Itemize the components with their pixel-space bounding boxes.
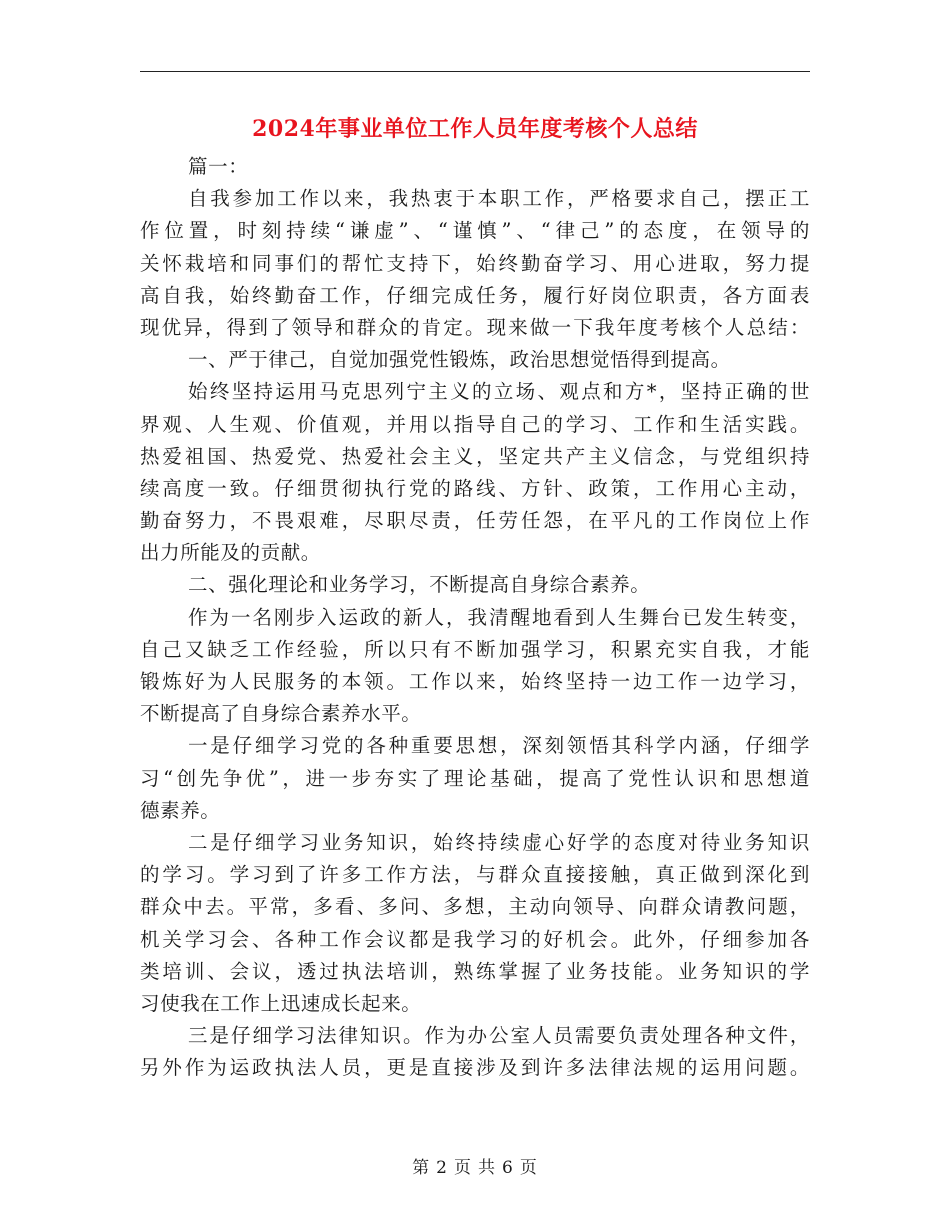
current-page-number: 2 xyxy=(436,1158,448,1178)
paragraph-line: 机关学习会、各种工作会议都是我学习的好机会。此外，仔细参加各 xyxy=(140,927,810,951)
paragraph-line: 续高度一致。仔细贯彻执行党的路线、方针、政策，工作用心主动， xyxy=(140,476,810,500)
total-page-count: 6 xyxy=(502,1158,514,1178)
paragraph-line: 始终坚持运用马克思列宁主义的立场、观点和方*，坚持正确的世 xyxy=(188,380,810,404)
paragraph-line: 自我参加工作以来，我热衷于本职工作，严格要求自己，摆正工 xyxy=(188,187,810,211)
paragraph-line: 热爱祖国、热爱党、热爱社会主义，坚定共产主义信念，与党组织持 xyxy=(140,444,810,468)
footer-total-word: 共 xyxy=(478,1158,496,1178)
footer-suffix: 页 xyxy=(519,1158,538,1178)
paragraph-line: 习使我在工作上迅速成长起来。 xyxy=(140,991,422,1015)
footer-page-word: 页 xyxy=(454,1158,472,1178)
section-label: 篇一： xyxy=(188,155,249,178)
paragraph-line: 二是仔细学习业务知识，始终持续虚心好学的态度对待业务知识 xyxy=(188,830,810,854)
document-body xyxy=(140,151,810,1084)
paragraph-line: 高自我，始终勤奋工作，仔细完成任务，履行好岗位职责，各方面表 xyxy=(140,283,810,307)
header-rule xyxy=(140,71,810,72)
section-heading: 二、强化理论和业务学习，不断提高自身综合素养。 xyxy=(188,573,651,597)
paragraph-line: 一是仔细学习党的各种重要思想，深刻领悟其科学内涵，仔细学 xyxy=(188,734,810,758)
paragraph-line: 习“创先争优”，进一步夯实了理论基础，提高了党性认识和思想道 xyxy=(140,766,810,790)
footer-prefix: 第 xyxy=(412,1158,431,1178)
paragraph-line: 另外作为运政执法人员，更是直接涉及到许多法律法规的运用问题。 xyxy=(140,1056,810,1080)
paragraph-line: 的学习。学习到了许多工作方法，与群众直接接触，真正做到深化到 xyxy=(140,863,810,887)
section-heading: 一、严于律己，自觉加强党性锻炼，政治思想觉悟得到提高。 xyxy=(188,348,731,372)
paragraph-line: 出力所能及的贡献。 xyxy=(140,541,321,565)
paragraph-line: 界观、人生观、价值观，并用以指导自己的学习、工作和生活实践。 xyxy=(140,412,810,436)
paragraph-line: 作为一名刚步入运政的新人，我清醒地看到人生舞台已发生转变， xyxy=(188,605,810,629)
paragraph-line: 自己又缺乏工作经验，所以只有不断加强学习，积累充实自我，才能 xyxy=(140,637,810,661)
paragraph-line: 德素养。 xyxy=(140,798,221,822)
paragraph-line: 三是仔细学习法律知识。作为办公室人员需要负责处理各种文件， xyxy=(188,1024,810,1048)
paragraph-line: 类培训、会议，透过执法培训，熟练掌握了业务技能。业务知识的学 xyxy=(140,959,810,983)
paragraph-line: 群众中去。平常，多看、多问、多想，主动向领导、向群众请教问题， xyxy=(140,895,810,919)
paragraph-line: 不断提高了自身综合素养水平。 xyxy=(140,702,422,726)
page-number-footer xyxy=(0,1153,950,1178)
document-title: 2024年事业单位工作人员年度考核个人总结 xyxy=(252,116,698,142)
paragraph-line: 关怀栽培和同事们的帮忙支持下，始终勤奋学习、用心进取，努力提 xyxy=(140,251,810,275)
paragraph-line: 作位置，时刻持续“谦虚”、“谨慎”、“律己”的态度，在领导的 xyxy=(140,219,810,243)
paragraph-line: 现优异，得到了领导和群众的肯定。现来做一下我年度考核个人总结： xyxy=(140,315,810,339)
paragraph-line: 锻炼好为人民服务的本领。工作以来，始终坚持一边工作一边学习， xyxy=(140,670,810,693)
paragraph-line: 勤奋努力，不畏艰难，尽职尽责，任劳任怨，在平凡的工作岗位上作 xyxy=(140,509,810,533)
